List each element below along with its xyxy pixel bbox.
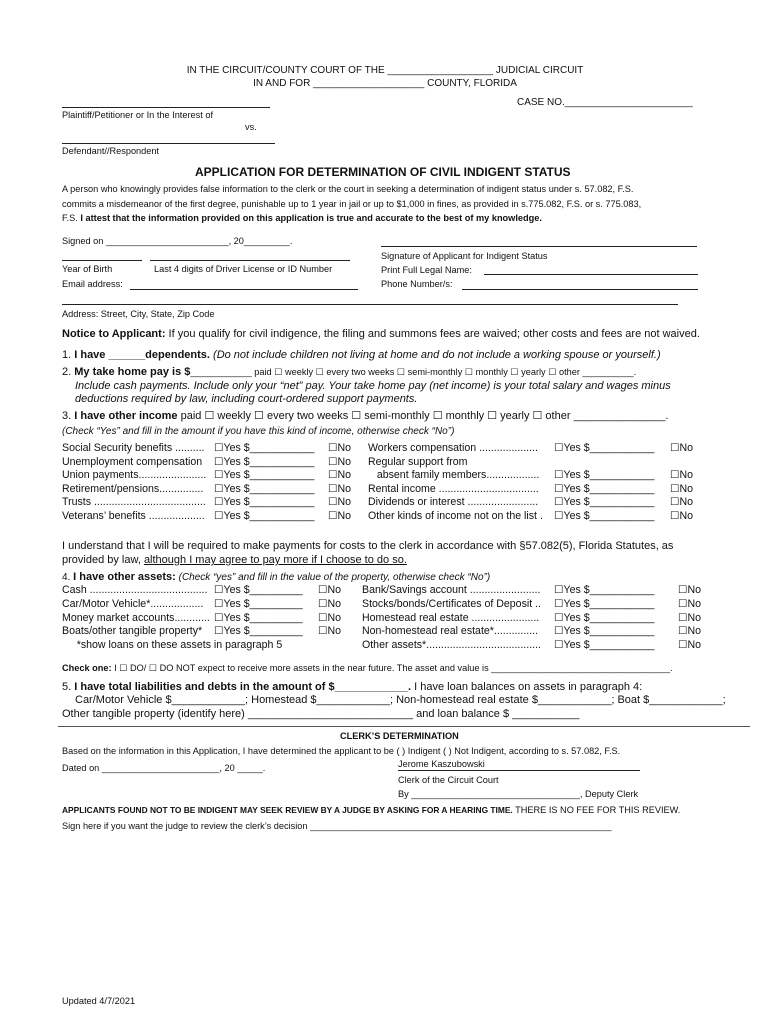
question-3: 3. I have other income paid ☐ weekly ☐ every two weeks ☐ semi-monthly ☐ monthly ☐ yearly ☐ other _______________. — [62, 410, 669, 422]
no-checkbox[interactable]: ☐No — [328, 510, 352, 522]
row-label: Bank/Savings account ........................ — [362, 584, 541, 596]
q2-note-2: deductions required by law, including court-ordered support payments. — [75, 393, 418, 405]
row-label: Money market accounts............ — [62, 611, 210, 624]
vs-label: vs. — [245, 122, 257, 132]
address-line[interactable] — [62, 304, 678, 305]
intro-line-2: commits a misdemeanor of the first degree, punishable up to 1 year in jail or up to $1,000 in fines, as provided in s.775.082, F.S. or s. 775.083, — [62, 199, 642, 209]
print-name-label: Print Full Legal Name: — [381, 265, 472, 275]
understand-line-1: I understand that I will be required to make payments for costs to the clerk in accordance with §57.082(5), Florida Statutes, as — [62, 540, 674, 552]
signed-on-field[interactable]: Signed on ________________________, 20_________. — [62, 236, 293, 246]
address-label: Address: Street, City, State, Zip Code — [62, 309, 215, 319]
yes-checkbox-amount[interactable]: ☐Yes $___________ — [214, 482, 315, 495]
row-label: Cash ........................................ — [62, 584, 208, 596]
row-label: Social Security benefits .......... — [62, 442, 205, 454]
clerk-determination: Based on the information in this Application, I have determined the applicant to be ( ) Indigent ( ) Not Indigent, according to s. 57.082, F.S. — [62, 746, 621, 756]
license-digits-line[interactable] — [150, 260, 350, 261]
case-number-field[interactable]: CASE NO._______________________ — [517, 97, 693, 108]
row-label: Other kinds of income not on the list . — [368, 510, 543, 522]
no-checkbox[interactable]: ☐No — [678, 639, 702, 652]
row-label: Stocks/bonds/Certificates of Deposit .. — [362, 597, 541, 610]
plaintiff-rule[interactable] — [62, 107, 270, 108]
yes-checkbox-amount[interactable]: ☐Yes $___________ — [554, 510, 655, 522]
no-checkbox[interactable]: ☐No — [678, 584, 702, 596]
row-label: *show loans on these assets in paragraph 5 — [62, 639, 283, 652]
clerk-dated[interactable]: Dated on _______________________, 20 _____. — [62, 763, 266, 773]
court-line-1: IN THE CIRCUIT/COUNTY COURT OF THE ___________________ JUDICIAL CIRCUIT — [186, 65, 584, 76]
row-label: Other assets*....................................... — [362, 639, 541, 652]
row-label: Boats/other tangible property* — [62, 625, 203, 638]
question-2: 2. My take home pay is $____________ paid ☐ weekly ☐ every two weeks ☐ semi-monthly ☐ monthly ☐ yearly ☐ other __________. — [62, 366, 637, 378]
intro-line-3: F.S. I attest that the information provided on this application is true and accurate to the best of my knowledge. — [62, 213, 542, 223]
q2-note-1: Include cash payments. Include only your “net” pay. Your take home pay (net income) is your total salary and wages minus — [75, 380, 671, 392]
yes-checkbox-amount[interactable]: ☐Yes $___________ — [554, 442, 655, 454]
understand-line-2: provided by law, although I may agree to pay more if I choose to do so. — [62, 554, 407, 566]
no-checkbox[interactable]: ☐No — [328, 442, 352, 454]
form-title: APPLICATION FOR DETERMINATION OF CIVIL INDIGENT STATUS — [195, 165, 571, 179]
yes-checkbox-amount[interactable]: ☐Yes $___________ — [554, 482, 655, 495]
intro-line-1: A person who knowingly provides false information to the clerk or the court in seeking a determination of indigent status under s. 57.082, F.S. — [62, 184, 634, 194]
yes-checkbox-amount[interactable]: ☐Yes $___________ — [554, 496, 655, 509]
updated-date: Updated 4/7/2021 — [62, 996, 136, 1006]
yes-checkbox-amount[interactable]: ☐Yes $___________ — [214, 442, 315, 454]
defendant-label: Defendant//Respondent — [62, 146, 160, 156]
row-label: Retirement/pensions............... — [62, 482, 204, 495]
q3-note: (Check “Yes” and fill in the amount if you have this kind of income, otherwise check “No”) — [62, 426, 455, 437]
row-label: Car/Motor Vehicle*.................. — [62, 597, 204, 610]
yes-checkbox-amount[interactable]: ☐Yes $___________ — [214, 496, 315, 509]
yes-checkbox-amount[interactable]: ☐Yes $___________ — [554, 611, 655, 624]
no-checkbox[interactable]: ☐No — [678, 611, 702, 624]
row-label: Homestead real estate ....................... — [362, 611, 540, 624]
yes-checkbox-amount[interactable]: ☐Yes $_________ — [214, 611, 303, 624]
yes-checkbox-amount[interactable]: ☐Yes $_________ — [214, 584, 303, 596]
yes-checkbox-amount[interactable]: ☐Yes $___________ — [214, 469, 315, 482]
yes-checkbox-amount[interactable]: ☐Yes $_________ — [214, 597, 303, 610]
no-checkbox[interactable]: ☐No — [678, 597, 702, 610]
row-label: Regular support from — [368, 455, 468, 468]
signature-label: Signature of Applicant for Indigent Status — [381, 251, 548, 261]
row-label: Trusts ...................................... — [62, 496, 206, 509]
question-1: 1. I have ______dependents. (Do not include children not living at home and do not include a working spouse or yourself.) — [62, 349, 661, 361]
clerk-name-line — [398, 770, 640, 771]
defendant-rule[interactable] — [62, 143, 275, 144]
deputy-clerk-line[interactable]: By _________________________________, Deputy Clerk — [398, 789, 639, 799]
license-digits-label: Last 4 digits of Driver License or ID Number — [154, 264, 333, 274]
no-checkbox[interactable]: ☐No — [328, 469, 352, 482]
no-checkbox[interactable]: ☐No — [670, 482, 694, 495]
no-checkbox[interactable]: ☐No — [670, 496, 694, 509]
attestation: I attest that the information provided on this application is true and accurate to the best of my knowledge. — [80, 213, 542, 223]
year-of-birth-line[interactable] — [62, 260, 142, 261]
phone-label: Phone Number/s: — [381, 279, 453, 289]
no-checkbox[interactable]: ☐No — [670, 510, 694, 522]
yes-checkbox-amount[interactable]: ☐Yes $_________ — [214, 625, 303, 638]
yes-checkbox-amount[interactable]: ☐Yes $___________ — [554, 584, 655, 596]
row-label: Dividends or interest ........................ — [368, 496, 539, 509]
clerk-name: Jerome Kaszubowski — [398, 759, 485, 769]
no-checkbox[interactable]: ☐No — [318, 597, 342, 610]
email-line[interactable] — [130, 289, 358, 290]
q5-other-tangible[interactable]: Other tangible property (identify here) ___________________________ and loan balance $ ___________ — [62, 708, 580, 720]
email-label: Email address: — [62, 279, 123, 289]
row-label: Non-homestead real estate*............... — [362, 625, 539, 638]
no-checkbox[interactable]: ☐No — [318, 611, 342, 624]
no-checkbox[interactable]: ☐No — [328, 482, 352, 495]
row-label: Veterans’ benefits ................... — [62, 510, 205, 522]
print-name-line[interactable] — [484, 274, 698, 275]
question-5: 5. I have total liabilities and debts in the amount of $____________. I have loan balances on assets in paragraph 4: — [62, 681, 643, 693]
row-label: Rental income .................................. — [368, 482, 539, 495]
row-label: absent family members.................. — [368, 469, 540, 482]
no-checkbox[interactable]: ☐No — [328, 496, 352, 509]
q5-loan-balances[interactable]: Car/Motor Vehicle $____________; Homestead $____________; Non-homestead real estate $____________; Boat $____________; — [75, 694, 726, 706]
yes-checkbox-amount[interactable]: ☐Yes $___________ — [214, 510, 315, 522]
court-line-2: IN AND FOR ____________________ COUNTY, FLORIDA — [253, 78, 517, 89]
no-checkbox[interactable]: ☐No — [318, 625, 342, 638]
row-label: Workers compensation .................... — [368, 442, 538, 454]
signature-line[interactable] — [381, 246, 697, 247]
clerk-divider — [58, 726, 750, 727]
no-checkbox[interactable]: ☐No — [670, 442, 694, 454]
yes-checkbox-amount[interactable]: ☐Yes $___________ — [554, 597, 655, 610]
phone-line[interactable] — [462, 289, 698, 290]
no-checkbox[interactable]: ☐No — [670, 469, 694, 482]
no-checkbox[interactable]: ☐No — [328, 455, 352, 468]
year-of-birth-label: Year of Birth — [62, 264, 113, 274]
no-checkbox[interactable]: ☐No — [318, 584, 342, 596]
yes-checkbox-amount[interactable]: ☐Yes $___________ — [554, 625, 655, 638]
plaintiff-label: Plaintiff/Petitioner or In the Interest of — [62, 110, 213, 120]
clerk-title: Clerk of the Circuit Court — [398, 775, 499, 785]
no-checkbox[interactable]: ☐No — [678, 625, 702, 638]
notice-to-applicant: Notice to Applicant: If you qualify for civil indigence, the filing and summons fees are waived; other costs and fees are not waived. — [62, 328, 700, 340]
check-one-line[interactable]: Check one: I ☐ DO/ ☐ DO NOT expect to receive more assets in the near future. The asset and value is ___________________________________. — [62, 663, 673, 673]
judge-review-signature[interactable]: Sign here if you want the judge to review the clerk’s decision ___________________________________________________________ — [62, 821, 612, 831]
review-notice: APPLICANTS FOUND NOT TO BE INDIGENT MAY SEEK REVIEW BY A JUDGE BY ASKING FOR A HEARING TIME. THERE IS NO FEE FOR THIS REVIEW. — [62, 805, 681, 815]
row-label: Union payments....................... — [62, 469, 207, 482]
clerk-heading: CLERK’S DETERMINATION — [340, 731, 459, 741]
yes-checkbox-amount[interactable]: ☐Yes $___________ — [554, 469, 655, 482]
yes-checkbox-amount[interactable]: ☐Yes $___________ — [214, 455, 315, 468]
question-4: 4. I have other assets: (Check “yes” and fill in the value of the property, otherwise check “No”) — [62, 571, 491, 583]
yes-checkbox-amount[interactable]: ☐Yes $___________ — [554, 639, 655, 652]
row-label: Unemployment compensation — [62, 455, 203, 468]
